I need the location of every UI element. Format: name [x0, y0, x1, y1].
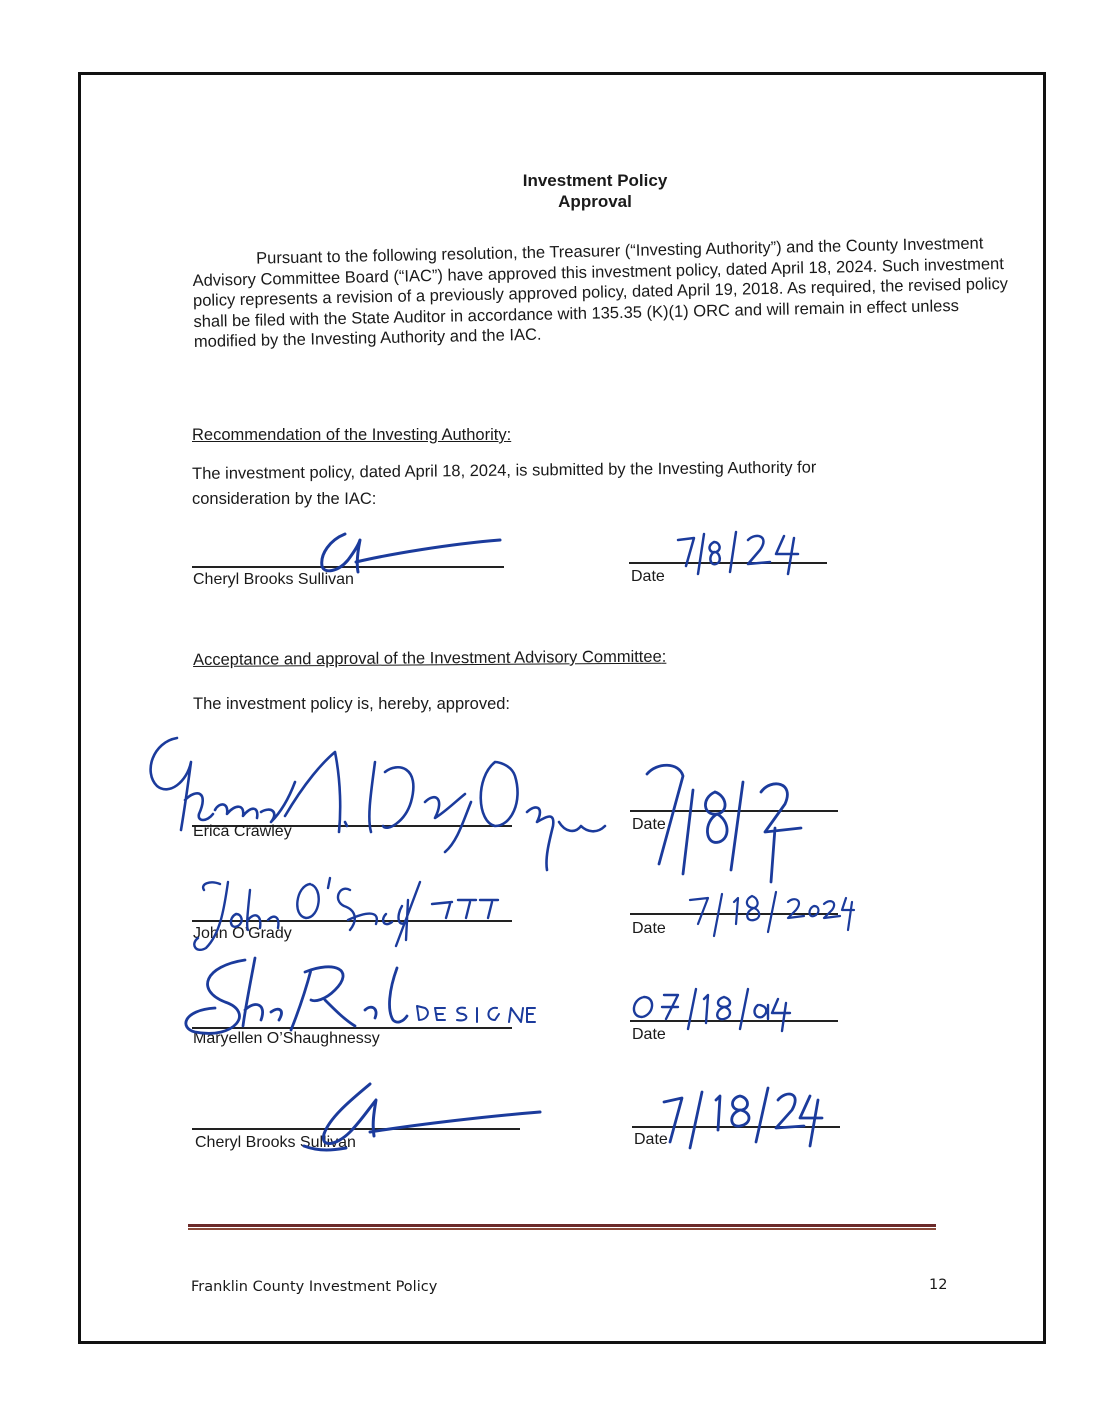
handwritten-date	[670, 528, 830, 580]
signature-graphic	[135, 722, 625, 882]
signature-graphic	[250, 526, 520, 586]
handwritten-date	[628, 985, 838, 1037]
signer-name: Cheryl Brooks Sullivan	[195, 1134, 356, 1151]
intro-paragraph: Pursuant to the following resolution, the Treasurer (“Investing Authority”) and the County Investment Advisory Committee Board (“IAC”) have approved this investment policy, dated April 18, 2024. Such investment policy represents a revision of a previously approved policy, dated April 19, 2018. As required, the revised policy shall be filed with the State Auditor in accordance with 135.35 (K)(1) ORC and will remain in effect unless modified by the Investing Authority and the IAC.	[192, 234, 1009, 351]
signer-name: Cheryl Brooks Sullivan	[193, 571, 354, 588]
title-line-2: Approval	[558, 192, 632, 211]
acceptance-text: The investment policy is, hereby, approved:	[193, 695, 511, 713]
date-label: Date	[632, 816, 666, 833]
acceptance-heading	[193, 648, 666, 670]
footer-rule	[188, 1224, 936, 1231]
acceptance-heading-text: Acceptance and approval of the Investment Advisory Committee	[193, 647, 662, 669]
signer-name: Erica Crawley	[193, 823, 292, 840]
signer-name: Maryellen O’Shaughnessy	[193, 1030, 380, 1047]
signature-graphic	[175, 950, 535, 1050]
recommendation-text-2: consideration by the IAC:	[192, 490, 377, 508]
recommendation-heading-text: Recommendation of the Investing Authority	[192, 426, 507, 444]
date-label: Date	[632, 920, 666, 937]
footer-title: Franklin County Investment Policy	[191, 1279, 438, 1295]
recommendation-text-1: The investment policy, dated April 18, 2024, is submitted by the Investing Authority for	[192, 458, 817, 483]
date-label: Date	[632, 1026, 666, 1043]
title-line-1: Investment Policy	[522, 171, 668, 190]
page-number: 12	[929, 1277, 948, 1293]
date-label: Date	[631, 568, 665, 585]
recommendation-heading	[192, 426, 511, 445]
signer-name: John O’Grady	[193, 925, 292, 942]
handwritten-date	[660, 1082, 820, 1152]
recommendation-heading-colon: :	[506, 426, 512, 444]
acceptance-heading-colon: :	[661, 647, 667, 666]
signature-graphic	[180, 870, 520, 960]
handwritten-date	[635, 752, 815, 882]
date-label: Date	[634, 1131, 668, 1148]
handwritten-date	[684, 888, 854, 948]
signature-graphic	[260, 1076, 550, 1160]
